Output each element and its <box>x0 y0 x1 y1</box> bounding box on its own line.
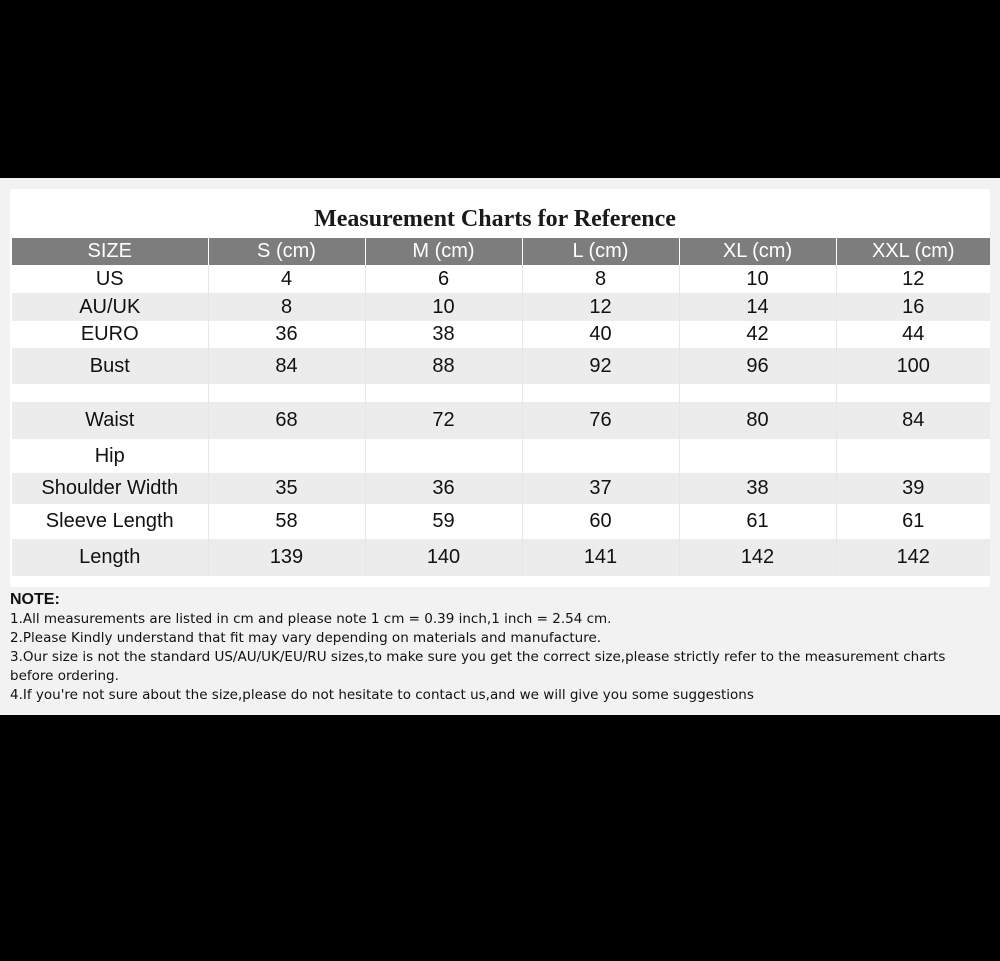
table-cell: 12 <box>522 293 679 321</box>
table-cell: 35 <box>208 473 365 504</box>
row-label: US <box>12 265 208 293</box>
table-row-spacer <box>12 384 990 402</box>
row-label: Waist <box>12 402 208 439</box>
table-row <box>12 321 990 348</box>
table-cell: 84 <box>208 348 365 384</box>
table-cell: 72 <box>365 402 522 439</box>
table-cell: 80 <box>679 402 836 439</box>
column-header: L (cm) <box>522 238 679 265</box>
table-cell: 38 <box>679 473 836 504</box>
table-cell: 141 <box>522 539 679 576</box>
column-header: S (cm) <box>208 238 365 265</box>
table-cell <box>836 384 990 402</box>
table-cell: 142 <box>679 539 836 576</box>
table-row <box>12 473 990 504</box>
table-cell: 76 <box>522 402 679 439</box>
table-cell: 8 <box>208 293 365 321</box>
note-item: 3.Our size is not the standard US/AU/UK/EU/RU sizes,to make sure you get the correct size,please strictly refer to the measurement charts before ordering. <box>10 649 946 684</box>
note-item: 1.All measurements are listed in cm and please note 1 cm = 0.39 inch,1 inch = 2.54 cm. <box>10 611 612 627</box>
table-cell <box>208 439 365 473</box>
column-header: SIZE <box>12 238 208 265</box>
table-cell <box>679 439 836 473</box>
table-row <box>12 348 990 384</box>
table-row <box>12 504 990 539</box>
note-item: 4.If you're not sure about the size,please do not hesitate to contact us,and we will give you some suggestions <box>10 687 754 703</box>
row-label: AU/UK <box>12 293 208 321</box>
table-cell: 10 <box>365 293 522 321</box>
table-cell: 39 <box>836 473 990 504</box>
note-item: 2.Please Kindly understand that fit may vary depending on materials and manufacture. <box>10 630 602 646</box>
table-cell: 139 <box>208 539 365 576</box>
row-label: Length <box>12 539 208 576</box>
table-cell: 59 <box>365 504 522 539</box>
table-cell: 8 <box>522 265 679 293</box>
row-label: Hip <box>12 439 208 473</box>
row-label: EURO <box>12 321 208 348</box>
table-cell: 142 <box>836 539 990 576</box>
table-cell: 42 <box>679 321 836 348</box>
table-cell: 16 <box>836 293 990 321</box>
table-cell: 37 <box>522 473 679 504</box>
table-cell: 140 <box>365 539 522 576</box>
table-cell: 14 <box>679 293 836 321</box>
table-cell: 88 <box>365 348 522 384</box>
table-cell: 100 <box>836 348 990 384</box>
table-cell <box>365 384 522 402</box>
table-cell: 60 <box>522 504 679 539</box>
table-cell <box>836 439 990 473</box>
table-cell: 4 <box>208 265 365 293</box>
table-cell: 10 <box>679 265 836 293</box>
chart-title: Measurement Charts for Reference <box>314 206 676 232</box>
table-row <box>12 265 990 293</box>
table-cell: 96 <box>679 348 836 384</box>
table-cell <box>522 384 679 402</box>
table-cell: 61 <box>836 504 990 539</box>
row-label <box>12 384 208 402</box>
table-cell: 40 <box>522 321 679 348</box>
header-row <box>12 238 990 265</box>
notes-section <box>10 590 985 705</box>
table-cell: 12 <box>836 265 990 293</box>
column-header: XXL (cm) <box>836 238 990 265</box>
table-cell: 38 <box>365 321 522 348</box>
row-label: Sleeve Length <box>12 504 208 539</box>
table-row <box>12 293 990 321</box>
table-cell <box>522 439 679 473</box>
measurement-table <box>12 238 990 576</box>
row-label: Bust <box>12 348 208 384</box>
table-row <box>12 539 990 576</box>
size-chart-sheet <box>0 178 1000 715</box>
column-header: M (cm) <box>365 238 522 265</box>
row-label: Shoulder Width <box>12 473 208 504</box>
table-cell <box>679 384 836 402</box>
table-row <box>12 402 990 439</box>
table-cell: 58 <box>208 504 365 539</box>
table-cell: 36 <box>208 321 365 348</box>
table-cell <box>365 439 522 473</box>
table-cell: 6 <box>365 265 522 293</box>
notes-heading: NOTE: <box>10 591 60 608</box>
table-cell <box>208 384 365 402</box>
table-cell: 36 <box>365 473 522 504</box>
table-cell: 44 <box>836 321 990 348</box>
table-cell: 92 <box>522 348 679 384</box>
table-cell: 84 <box>836 402 990 439</box>
table-row <box>12 439 990 473</box>
column-header: XL (cm) <box>679 238 836 265</box>
table-cell: 68 <box>208 402 365 439</box>
table-cell: 61 <box>679 504 836 539</box>
